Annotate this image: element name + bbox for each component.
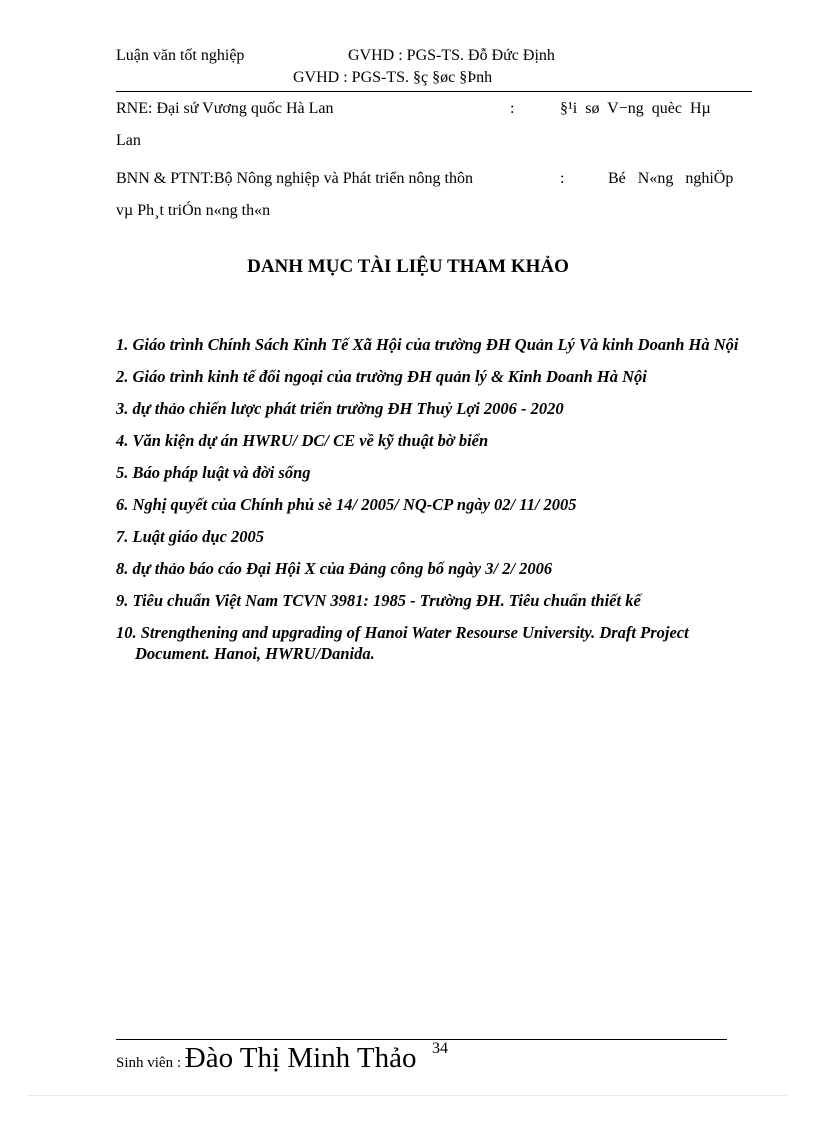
- reference-text: Giáo trình Chính Sách Kinh Tế Xã Hội của trường ĐH Quản Lý Và kinh Doanh Hà Nội: [132, 335, 739, 354]
- abbreviation-term: RNE: Đại sứ Vương quốc Hà Lan: [116, 100, 334, 117]
- student-label: Sinh viên :: [116, 1055, 185, 1071]
- reference-item: [116, 366, 756, 387]
- reference-text: Giáo trình kinh tế đối ngoại của trường ĐH quản lý & Kinh Doanh Hà Nội: [132, 367, 647, 386]
- reference-text: Tiêu chuẩn Việt Nam TCVN 3981: 1985 - Trường ĐH. Tiêu chuẩn thiết kế: [132, 591, 641, 610]
- page-title: DANH MỤC TÀI LIỆU THAM KHẢO: [247, 256, 569, 277]
- reference-number: 2.: [116, 367, 129, 386]
- abbreviation-colon: :: [510, 100, 515, 117]
- student-name: Đào Thị Minh Thảo: [184, 1042, 417, 1074]
- reference-text: Luật giáo dục 2005: [132, 527, 265, 546]
- header-divider: [116, 91, 752, 92]
- reference-text: dự thảo chiến lược phát triển trường ĐH Thuỷ Lợi 2006 - 2020: [132, 399, 564, 418]
- reference-number: 10.: [116, 623, 137, 642]
- abbreviation-entry: [116, 99, 752, 151]
- abbreviation-garbled: §¹i sø V−ng quèc Hµ: [560, 100, 711, 117]
- reference-number: 1.: [116, 335, 129, 354]
- page-bottom-divider: [28, 1095, 788, 1096]
- reference-item: [116, 398, 756, 419]
- reference-number: 5.: [116, 463, 129, 482]
- page-number: 34: [432, 1040, 448, 1057]
- abbreviation-term: BNN & PTNT:Bộ Nông nghiệp và Phát triển nông thôn: [116, 170, 473, 187]
- abbreviation-continuation: Lan: [116, 132, 141, 149]
- reference-text: Strengthening and upgrading of Hanoi Water Resourse University. Draft Project Document. Hanoi, HWRU/Danida.: [135, 623, 689, 663]
- advisor-label: GVHD : PGS-TS. Đỗ Đức Định: [348, 47, 555, 64]
- reference-text: Nghị quyết của Chính phủ sè 14/ 2005/ NQ-CP ngày 02/ 11/ 2005: [132, 495, 577, 514]
- reference-item: [116, 558, 756, 579]
- reference-item: [116, 334, 756, 355]
- reference-text: Báo pháp luật và đời sống: [132, 463, 311, 482]
- reference-item: [116, 590, 756, 611]
- reference-item: [116, 430, 756, 451]
- reference-item: [116, 494, 756, 515]
- reference-text: Văn kiện dự án HWRU/ DC/ CE về kỹ thuật bờ biển: [132, 431, 489, 450]
- abbreviation-garbled: Bé N«ng nghiÖp: [608, 170, 734, 187]
- abbreviation-continuation: vµ Ph¸t triÓn n«ng th«n: [116, 202, 271, 219]
- footer-divider: [116, 1039, 727, 1040]
- page-header: [116, 46, 756, 66]
- reference-number: 8.: [116, 559, 129, 578]
- reference-item: [116, 622, 756, 664]
- page-footer: [116, 1042, 416, 1075]
- reference-number: 3.: [116, 399, 129, 418]
- reference-number: 4.: [116, 431, 129, 450]
- reference-text: dự thảo báo cáo Đại Hội X của Đảng công bố ngày 3/ 2/ 2006: [132, 559, 553, 578]
- thesis-label: Luận văn tốt nghiệp: [116, 47, 245, 64]
- reference-number: 9.: [116, 591, 129, 610]
- reference-item: [116, 462, 756, 483]
- abbreviation-entry: [116, 169, 752, 221]
- reference-number: 7.: [116, 527, 129, 546]
- reference-number: 6.: [116, 495, 129, 514]
- abbreviation-colon: :: [560, 170, 565, 187]
- advisor-label-garbled: GVHD : PGS-TS. §ç §øc §Þnh: [293, 69, 493, 86]
- reference-list: [116, 334, 756, 675]
- reference-item: [116, 526, 756, 547]
